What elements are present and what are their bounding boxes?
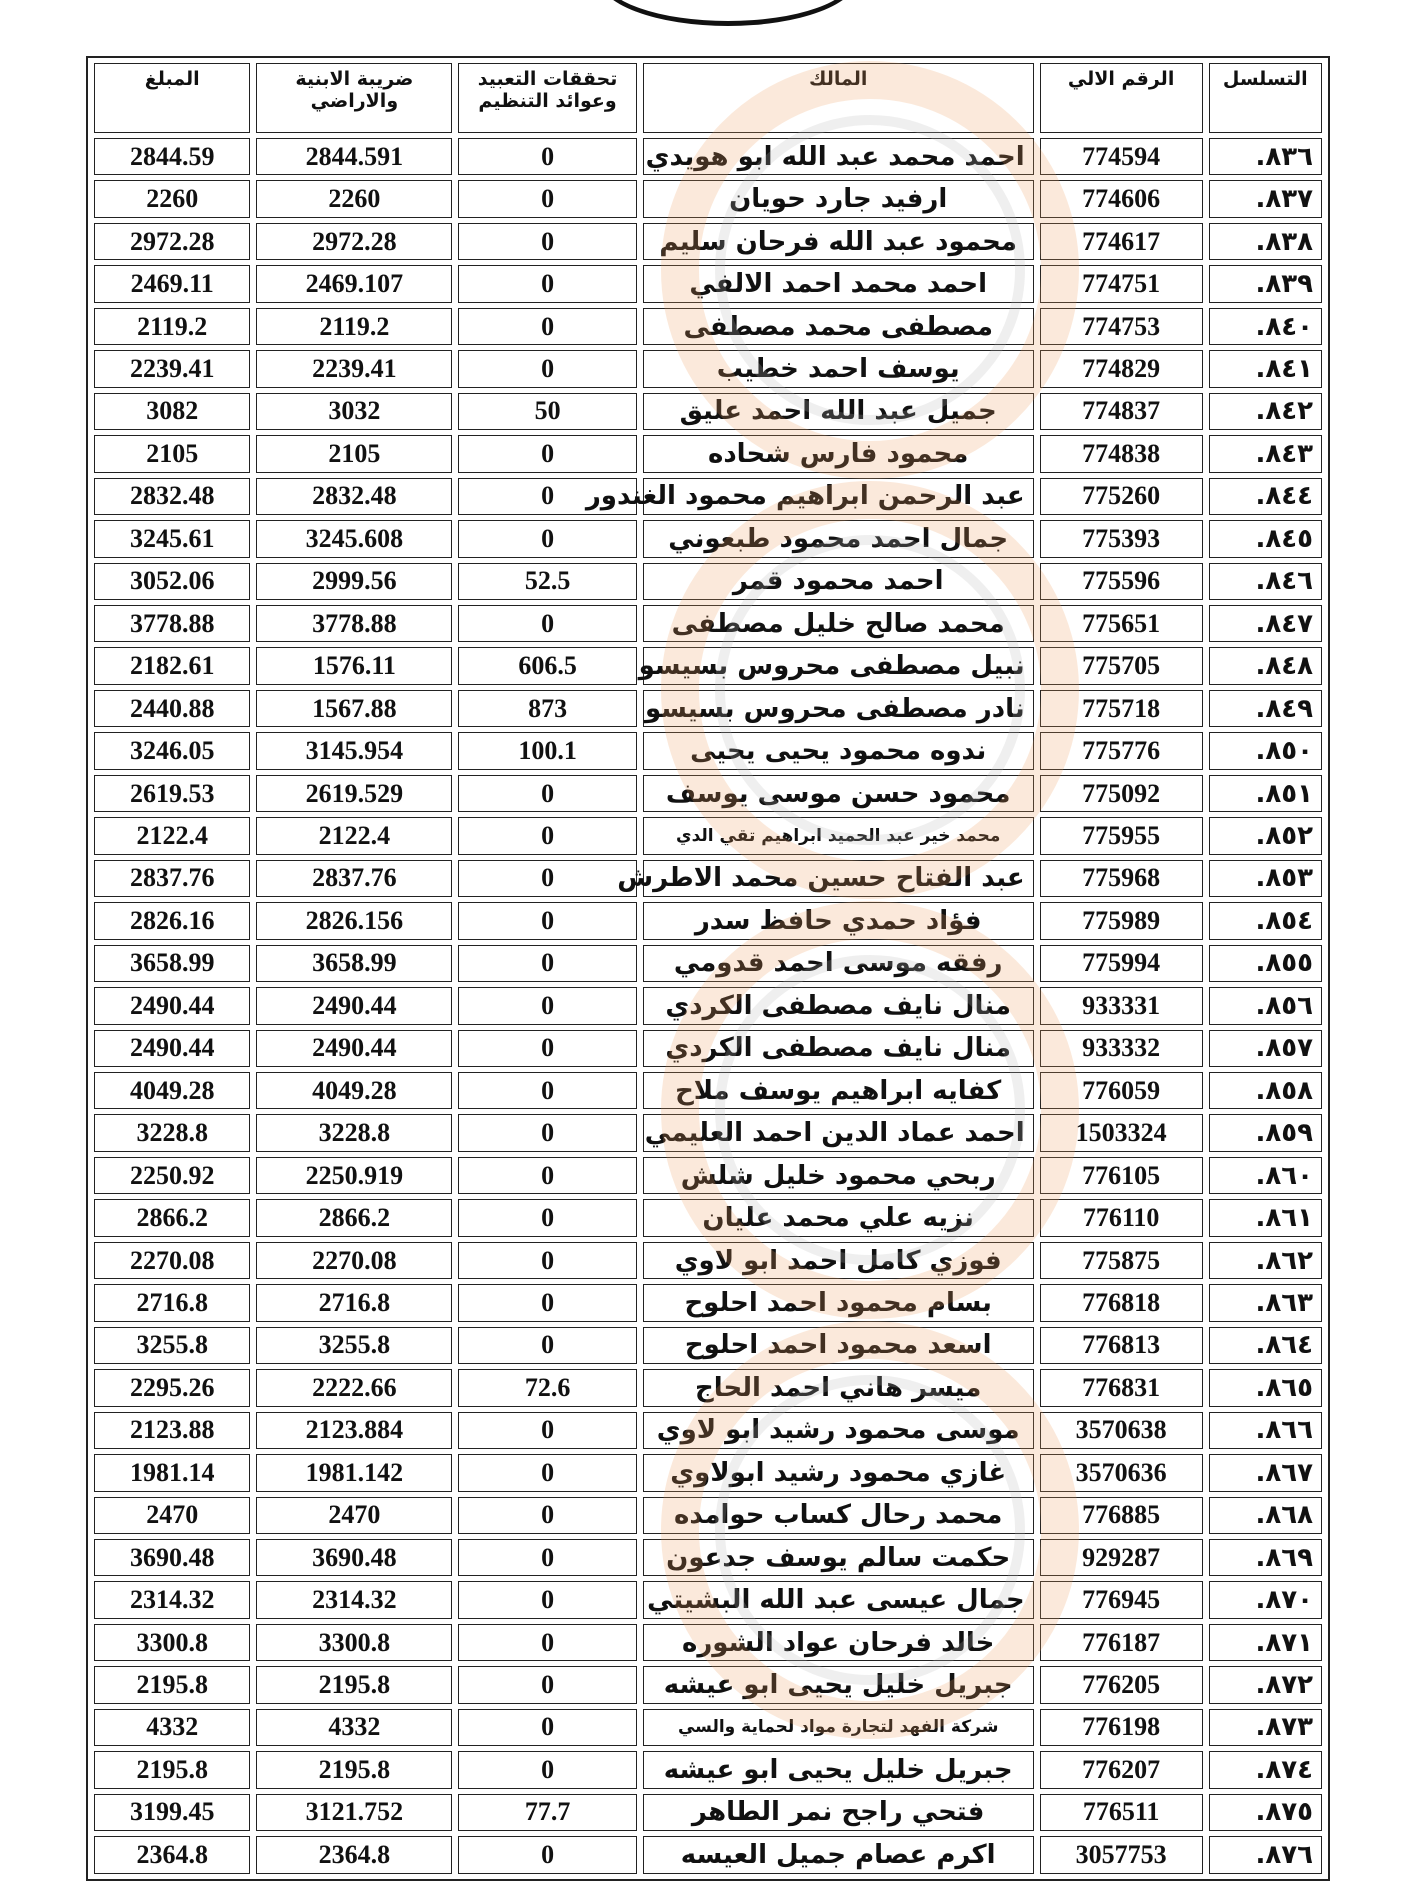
row-owner: شركة الفهد لتجارة مواد لحماية والسي bbox=[643, 1709, 1034, 1746]
row-seq: ٨٥٥. bbox=[1209, 945, 1322, 982]
table-row bbox=[94, 138, 1322, 175]
row-seq: ٨٥٤. bbox=[1209, 902, 1322, 939]
row-land-tax: 2123.884 bbox=[256, 1412, 452, 1449]
row-regulation: 606.5 bbox=[458, 647, 636, 684]
row-amount: 2490.44 bbox=[94, 1030, 250, 1067]
table-row bbox=[94, 987, 1322, 1024]
row-auto-number: 776105 bbox=[1040, 1157, 1203, 1194]
row-regulation: 0 bbox=[458, 350, 636, 387]
row-amount: 3690.48 bbox=[94, 1539, 250, 1576]
row-owner: نبيل مصطفى محروس بسيسو bbox=[643, 647, 1034, 684]
row-owner: احمد عماد الدين احمد العليمي bbox=[643, 1114, 1034, 1151]
row-seq: ٨٣٦. bbox=[1209, 138, 1322, 175]
row-land-tax: 2844.591 bbox=[256, 138, 452, 175]
row-auto-number: 774838 bbox=[1040, 435, 1203, 472]
table-row bbox=[94, 1369, 1322, 1406]
row-amount: 2490.44 bbox=[94, 987, 250, 1024]
row-seq: ٨٦٣. bbox=[1209, 1284, 1322, 1321]
header-land-tax: ضريبة الابنية والاراضي bbox=[256, 63, 452, 133]
row-auto-number: 775393 bbox=[1040, 520, 1203, 557]
row-regulation: 0 bbox=[458, 1751, 636, 1788]
table-row bbox=[94, 1709, 1322, 1746]
row-amount: 3246.05 bbox=[94, 732, 250, 769]
row-owner: جبريل خليل يحيى ابو عيشه bbox=[643, 1666, 1034, 1703]
table-row bbox=[94, 478, 1322, 515]
row-auto-number: 776207 bbox=[1040, 1751, 1203, 1788]
row-regulation: 0 bbox=[458, 308, 636, 345]
row-auto-number: 775092 bbox=[1040, 775, 1203, 812]
row-owner: محمود حسن موسى يوسف bbox=[643, 775, 1034, 812]
row-land-tax: 2972.28 bbox=[256, 223, 452, 260]
row-seq: ٨٦٢. bbox=[1209, 1242, 1322, 1279]
row-regulation: 0 bbox=[458, 138, 636, 175]
row-owner: نزيه علي محمد عليان bbox=[643, 1199, 1034, 1236]
row-seq: ٨٣٨. bbox=[1209, 223, 1322, 260]
row-land-tax: 2490.44 bbox=[256, 1030, 452, 1067]
row-amount: 2972.28 bbox=[94, 223, 250, 260]
row-regulation: 0 bbox=[458, 1030, 636, 1067]
row-owner: اكرم عصام جميل العيسه bbox=[643, 1836, 1034, 1874]
table-row bbox=[94, 180, 1322, 217]
row-auto-number: 775989 bbox=[1040, 902, 1203, 939]
row-regulation: 50 bbox=[458, 393, 636, 430]
table-row bbox=[94, 945, 1322, 982]
row-regulation: 100.1 bbox=[458, 732, 636, 769]
row-auto-number: 776187 bbox=[1040, 1624, 1203, 1661]
row-owner: مصطفى محمد مصطفى bbox=[643, 308, 1034, 345]
row-seq: ٨٣٩. bbox=[1209, 265, 1322, 302]
row-auto-number: 775718 bbox=[1040, 690, 1203, 727]
row-owner: احمد محمود قمر bbox=[643, 563, 1034, 600]
row-auto-number: 776818 bbox=[1040, 1284, 1203, 1321]
row-owner: ارفيد جارد حويان bbox=[643, 180, 1034, 217]
row-owner: محمود فارس شحاده bbox=[643, 435, 1034, 472]
table-row bbox=[94, 350, 1322, 387]
table-row bbox=[94, 647, 1322, 684]
row-land-tax: 2832.48 bbox=[256, 478, 452, 515]
row-owner: محمد خير عبد الحميد ابراهيم تقي الدي bbox=[643, 817, 1034, 854]
row-auto-number: 775994 bbox=[1040, 945, 1203, 982]
row-seq: ٨٤٥. bbox=[1209, 520, 1322, 557]
header-regulation: تحققات التعبيد وعوائد التنظيم bbox=[458, 63, 636, 133]
table-row bbox=[94, 860, 1322, 897]
row-land-tax: 3245.608 bbox=[256, 520, 452, 557]
row-land-tax: 3658.99 bbox=[256, 945, 452, 982]
row-auto-number: 776198 bbox=[1040, 1709, 1203, 1746]
row-owner: فوزي كامل احمد ابو لاوي bbox=[643, 1242, 1034, 1279]
row-auto-number: 774837 bbox=[1040, 393, 1203, 430]
row-land-tax: 3228.8 bbox=[256, 1114, 452, 1151]
row-auto-number: 3570636 bbox=[1040, 1454, 1203, 1491]
row-regulation: 873 bbox=[458, 690, 636, 727]
row-regulation: 0 bbox=[458, 435, 636, 472]
row-amount: 2826.16 bbox=[94, 902, 250, 939]
row-amount: 2195.8 bbox=[94, 1666, 250, 1703]
table-row bbox=[94, 1242, 1322, 1279]
row-auto-number: 775705 bbox=[1040, 647, 1203, 684]
row-land-tax: 2270.08 bbox=[256, 1242, 452, 1279]
row-owner: غازي محمود رشيد ابولاوي bbox=[643, 1454, 1034, 1491]
table-row bbox=[94, 1030, 1322, 1067]
row-regulation: 0 bbox=[458, 1114, 636, 1151]
row-land-tax: 2490.44 bbox=[256, 987, 452, 1024]
table-row bbox=[94, 1454, 1322, 1491]
row-amount: 3052.06 bbox=[94, 563, 250, 600]
row-regulation: 0 bbox=[458, 223, 636, 260]
header-row bbox=[94, 63, 1322, 133]
tax-table bbox=[86, 56, 1330, 1881]
row-regulation: 0 bbox=[458, 1242, 636, 1279]
row-owner: احمد محمد عبد الله ابو هويدي bbox=[643, 138, 1034, 175]
row-regulation: 0 bbox=[458, 1581, 636, 1618]
row-auto-number: 774829 bbox=[1040, 350, 1203, 387]
row-land-tax: 2837.76 bbox=[256, 860, 452, 897]
row-auto-number: 929287 bbox=[1040, 1539, 1203, 1576]
row-regulation: 0 bbox=[458, 1709, 636, 1746]
row-land-tax: 3300.8 bbox=[256, 1624, 452, 1661]
row-auto-number: 776110 bbox=[1040, 1199, 1203, 1236]
row-auto-number: 776945 bbox=[1040, 1581, 1203, 1618]
header-owner: المالك bbox=[643, 63, 1034, 133]
row-seq: ٨٦٩. bbox=[1209, 1539, 1322, 1576]
row-regulation: 0 bbox=[458, 1072, 636, 1109]
row-amount: 2239.41 bbox=[94, 350, 250, 387]
table-row bbox=[94, 223, 1322, 260]
row-seq: ٨٥٧. bbox=[1209, 1030, 1322, 1067]
row-regulation: 0 bbox=[458, 1624, 636, 1661]
row-seq: ٨٤٩. bbox=[1209, 690, 1322, 727]
row-land-tax: 2195.8 bbox=[256, 1666, 452, 1703]
row-seq: ٨٦١. bbox=[1209, 1199, 1322, 1236]
row-regulation: 0 bbox=[458, 1327, 636, 1364]
row-amount: 2122.4 bbox=[94, 817, 250, 854]
table-row bbox=[94, 1157, 1322, 1194]
table-row bbox=[94, 435, 1322, 472]
row-auto-number: 774751 bbox=[1040, 265, 1203, 302]
table-row bbox=[94, 1751, 1322, 1788]
row-owner: منال نايف مصطفى الكردي bbox=[643, 987, 1034, 1024]
row-auto-number: 776813 bbox=[1040, 1327, 1203, 1364]
row-amount: 2270.08 bbox=[94, 1242, 250, 1279]
row-amount: 3082 bbox=[94, 393, 250, 430]
row-amount: 3300.8 bbox=[94, 1624, 250, 1661]
row-land-tax: 2222.66 bbox=[256, 1369, 452, 1406]
row-amount: 2250.92 bbox=[94, 1157, 250, 1194]
row-seq: ٨٦٤. bbox=[1209, 1327, 1322, 1364]
row-amount: 2260 bbox=[94, 180, 250, 217]
row-owner: محمود عبد الله فرحان سليم bbox=[643, 223, 1034, 260]
row-owner: جميل عبد الله احمد عليق bbox=[643, 393, 1034, 430]
row-amount: 3658.99 bbox=[94, 945, 250, 982]
row-auto-number: 776831 bbox=[1040, 1369, 1203, 1406]
row-land-tax: 2105 bbox=[256, 435, 452, 472]
row-land-tax: 1576.11 bbox=[256, 647, 452, 684]
row-amount: 2195.8 bbox=[94, 1751, 250, 1788]
row-auto-number: 775260 bbox=[1040, 478, 1203, 515]
row-regulation: 0 bbox=[458, 1199, 636, 1236]
row-regulation: 0 bbox=[458, 1454, 636, 1491]
row-auto-number: 775651 bbox=[1040, 605, 1203, 642]
row-seq: ٨٤٣. bbox=[1209, 435, 1322, 472]
row-amount: 2123.88 bbox=[94, 1412, 250, 1449]
row-regulation: 0 bbox=[458, 1497, 636, 1534]
row-regulation: 0 bbox=[458, 1412, 636, 1449]
row-owner: منال نايف مصطفى الكردي bbox=[643, 1030, 1034, 1067]
table-row bbox=[94, 1497, 1322, 1534]
row-owner: ربحي محمود خليل شلش bbox=[643, 1157, 1034, 1194]
row-regulation: 0 bbox=[458, 605, 636, 642]
row-land-tax: 2119.2 bbox=[256, 308, 452, 345]
row-seq: ٨٣٧. bbox=[1209, 180, 1322, 217]
row-owner: محمد رحال كساب حوامده bbox=[643, 1497, 1034, 1534]
table-row bbox=[94, 1072, 1322, 1109]
row-auto-number: 1503324 bbox=[1040, 1114, 1203, 1151]
row-seq: ٨٦٥. bbox=[1209, 1369, 1322, 1406]
row-land-tax: 2364.8 bbox=[256, 1836, 452, 1874]
row-regulation: 0 bbox=[458, 817, 636, 854]
row-seq: ٨٧٠. bbox=[1209, 1581, 1322, 1618]
row-land-tax: 2470 bbox=[256, 1497, 452, 1534]
table-row bbox=[94, 605, 1322, 642]
row-owner: احمد محمد احمد الالفي bbox=[643, 265, 1034, 302]
row-owner: فؤاد حمدي حافظ سدر bbox=[643, 902, 1034, 939]
table-row bbox=[94, 817, 1322, 854]
row-regulation: 0 bbox=[458, 987, 636, 1024]
row-land-tax: 2239.41 bbox=[256, 350, 452, 387]
row-land-tax: 2619.529 bbox=[256, 775, 452, 812]
row-seq: ٨٧٥. bbox=[1209, 1794, 1322, 1831]
row-amount: 2440.88 bbox=[94, 690, 250, 727]
table-row bbox=[94, 1581, 1322, 1618]
row-regulation: 0 bbox=[458, 945, 636, 982]
table-row bbox=[94, 1794, 1322, 1831]
row-amount: 2119.2 bbox=[94, 308, 250, 345]
row-amount: 4049.28 bbox=[94, 1072, 250, 1109]
header-seq: التسلسل bbox=[1209, 63, 1322, 133]
table-row bbox=[94, 1284, 1322, 1321]
row-auto-number: 774617 bbox=[1040, 223, 1203, 260]
header-emblem-arc bbox=[598, 0, 858, 26]
row-seq: ٨٧٣. bbox=[1209, 1709, 1322, 1746]
row-seq: ٨٧٤. bbox=[1209, 1751, 1322, 1788]
table-row bbox=[94, 902, 1322, 939]
row-auto-number: 774753 bbox=[1040, 308, 1203, 345]
table-row bbox=[94, 1412, 1322, 1449]
row-auto-number: 775968 bbox=[1040, 860, 1203, 897]
row-seq: ٨٤٧. bbox=[1209, 605, 1322, 642]
row-seq: ٨٤٢. bbox=[1209, 393, 1322, 430]
row-auto-number: 3570638 bbox=[1040, 1412, 1203, 1449]
row-land-tax: 3032 bbox=[256, 393, 452, 430]
row-seq: ٨٧٢. bbox=[1209, 1666, 1322, 1703]
row-owner: ندوه محمود يحيى يحيى bbox=[643, 732, 1034, 769]
row-regulation: 0 bbox=[458, 1666, 636, 1703]
table-row bbox=[94, 1114, 1322, 1151]
row-seq: ٨٤٠. bbox=[1209, 308, 1322, 345]
table-row bbox=[94, 690, 1322, 727]
row-land-tax: 2826.156 bbox=[256, 902, 452, 939]
row-auto-number: 776511 bbox=[1040, 1794, 1203, 1831]
row-owner: جمال احمد محمود طبعوني bbox=[643, 520, 1034, 557]
row-regulation: 72.6 bbox=[458, 1369, 636, 1406]
row-amount: 3778.88 bbox=[94, 605, 250, 642]
row-owner: يوسف احمد خطيب bbox=[643, 350, 1034, 387]
row-auto-number: 776205 bbox=[1040, 1666, 1203, 1703]
row-amount: 2105 bbox=[94, 435, 250, 472]
table-row bbox=[94, 520, 1322, 557]
table-row bbox=[94, 265, 1322, 302]
row-auto-number: 776885 bbox=[1040, 1497, 1203, 1534]
header-amount: المبلغ bbox=[94, 63, 250, 133]
row-auto-number: 774594 bbox=[1040, 138, 1203, 175]
row-seq: ٨٤٦. bbox=[1209, 563, 1322, 600]
table-row bbox=[94, 1539, 1322, 1576]
row-land-tax: 2195.8 bbox=[256, 1751, 452, 1788]
table-row bbox=[94, 1199, 1322, 1236]
row-owner: كفايه ابراهيم يوسف ملاح bbox=[643, 1072, 1034, 1109]
row-seq: ٨٤٨. bbox=[1209, 647, 1322, 684]
row-land-tax: 2250.919 bbox=[256, 1157, 452, 1194]
row-owner: اسعد محمود احمد احلوح bbox=[643, 1327, 1034, 1364]
row-land-tax: 3690.48 bbox=[256, 1539, 452, 1576]
row-seq: ٨٦٠. bbox=[1209, 1157, 1322, 1194]
row-seq: ٨٥٣. bbox=[1209, 860, 1322, 897]
row-regulation: 77.7 bbox=[458, 1794, 636, 1831]
row-amount: 2716.8 bbox=[94, 1284, 250, 1321]
row-owner: جمال عيسى عبد الله البشيتي bbox=[643, 1581, 1034, 1618]
row-owner: محمد صالح خليل مصطفى bbox=[643, 605, 1034, 642]
row-land-tax: 2866.2 bbox=[256, 1199, 452, 1236]
row-auto-number: 933332 bbox=[1040, 1030, 1203, 1067]
row-seq: ٨٧٦. bbox=[1209, 1836, 1322, 1874]
table-row bbox=[94, 1836, 1322, 1874]
row-land-tax: 3255.8 bbox=[256, 1327, 452, 1364]
row-regulation: 0 bbox=[458, 775, 636, 812]
table-row bbox=[94, 393, 1322, 430]
row-seq: ٨٥٨. bbox=[1209, 1072, 1322, 1109]
table-row bbox=[94, 1624, 1322, 1661]
table-row bbox=[94, 775, 1322, 812]
row-amount: 2470 bbox=[94, 1497, 250, 1534]
row-amount: 3199.45 bbox=[94, 1794, 250, 1831]
row-seq: ٨٦٨. bbox=[1209, 1497, 1322, 1534]
row-amount: 2295.26 bbox=[94, 1369, 250, 1406]
row-land-tax: 3145.954 bbox=[256, 732, 452, 769]
row-owner: فتحي راجح نمر الطاهر bbox=[643, 1794, 1034, 1831]
row-auto-number: 933331 bbox=[1040, 987, 1203, 1024]
row-seq: ٨٤٤. bbox=[1209, 478, 1322, 515]
row-owner: نادر مصطفى محروس بسيسو bbox=[643, 690, 1034, 727]
row-regulation: 0 bbox=[458, 478, 636, 515]
row-seq: ٨٤١. bbox=[1209, 350, 1322, 387]
row-seq: ٨٧١. bbox=[1209, 1624, 1322, 1661]
row-land-tax: 4049.28 bbox=[256, 1072, 452, 1109]
row-auto-number: 775875 bbox=[1040, 1242, 1203, 1279]
row-owner: موسى محمود رشيد ابو لاوي bbox=[643, 1412, 1034, 1449]
row-seq: ٨٥٩. bbox=[1209, 1114, 1322, 1151]
row-regulation: 0 bbox=[458, 860, 636, 897]
row-land-tax: 2999.56 bbox=[256, 563, 452, 600]
row-amount: 2844.59 bbox=[94, 138, 250, 175]
row-amount: 2619.53 bbox=[94, 775, 250, 812]
row-land-tax: 3778.88 bbox=[256, 605, 452, 642]
row-owner: جبريل خليل يحيى ابو عيشه bbox=[643, 1751, 1034, 1788]
row-land-tax: 2260 bbox=[256, 180, 452, 217]
row-seq: ٨٦٦. bbox=[1209, 1412, 1322, 1449]
row-amount: 2832.48 bbox=[94, 478, 250, 515]
row-regulation: 0 bbox=[458, 902, 636, 939]
row-owner: ميسر هاني احمد الحاج bbox=[643, 1369, 1034, 1406]
row-auto-number: 775596 bbox=[1040, 563, 1203, 600]
row-amount: 4332 bbox=[94, 1709, 250, 1746]
row-auto-number: 775776 bbox=[1040, 732, 1203, 769]
row-land-tax: 2314.32 bbox=[256, 1581, 452, 1618]
row-regulation: 0 bbox=[458, 180, 636, 217]
row-owner: خالد فرحان عواد الشوره bbox=[643, 1624, 1034, 1661]
row-amount: 2469.11 bbox=[94, 265, 250, 302]
row-auto-number: 775955 bbox=[1040, 817, 1203, 854]
row-amount: 3228.8 bbox=[94, 1114, 250, 1151]
row-regulation: 0 bbox=[458, 1284, 636, 1321]
row-amount: 2182.61 bbox=[94, 647, 250, 684]
row-land-tax: 4332 bbox=[256, 1709, 452, 1746]
row-amount: 2364.8 bbox=[94, 1836, 250, 1874]
table-row bbox=[94, 1666, 1322, 1703]
row-seq: ٨٥١. bbox=[1209, 775, 1322, 812]
row-owner: رفقه موسى احمد قدومي bbox=[643, 945, 1034, 982]
row-amount: 2837.76 bbox=[94, 860, 250, 897]
row-land-tax: 2469.107 bbox=[256, 265, 452, 302]
header-auto-number: الرقم الالي bbox=[1040, 63, 1203, 133]
row-seq: ٨٥٢. bbox=[1209, 817, 1322, 854]
row-owner: حكمت سالم يوسف جدعون bbox=[643, 1539, 1034, 1576]
row-amount: 1981.14 bbox=[94, 1454, 250, 1491]
row-auto-number: 776059 bbox=[1040, 1072, 1203, 1109]
row-seq: ٨٥٦. bbox=[1209, 987, 1322, 1024]
row-amount: 2314.32 bbox=[94, 1581, 250, 1618]
row-amount: 2866.2 bbox=[94, 1199, 250, 1236]
row-land-tax: 2122.4 bbox=[256, 817, 452, 854]
row-regulation: 0 bbox=[458, 1836, 636, 1874]
row-auto-number: 774606 bbox=[1040, 180, 1203, 217]
row-regulation: 0 bbox=[458, 265, 636, 302]
row-amount: 3255.8 bbox=[94, 1327, 250, 1364]
table-row bbox=[94, 732, 1322, 769]
row-auto-number: 3057753 bbox=[1040, 1836, 1203, 1874]
row-land-tax: 1567.88 bbox=[256, 690, 452, 727]
row-owner: بسام محمود احمد احلوح bbox=[643, 1284, 1034, 1321]
row-amount: 3245.61 bbox=[94, 520, 250, 557]
row-land-tax: 3121.752 bbox=[256, 1794, 452, 1831]
table-row bbox=[94, 563, 1322, 600]
row-owner: عبد الفتاح حسين محمد الاطرش bbox=[643, 860, 1034, 897]
row-owner: عبد الرحمن ابراهيم محمود الغندور bbox=[643, 478, 1034, 515]
row-land-tax: 2716.8 bbox=[256, 1284, 452, 1321]
row-seq: ٨٦٧. bbox=[1209, 1454, 1322, 1491]
row-regulation: 0 bbox=[458, 1539, 636, 1576]
row-land-tax: 1981.142 bbox=[256, 1454, 452, 1491]
row-regulation: 0 bbox=[458, 1157, 636, 1194]
row-regulation: 52.5 bbox=[458, 563, 636, 600]
table-row bbox=[94, 308, 1322, 345]
row-regulation: 0 bbox=[458, 520, 636, 557]
table-row bbox=[94, 1327, 1322, 1364]
row-seq: ٨٥٠. bbox=[1209, 732, 1322, 769]
